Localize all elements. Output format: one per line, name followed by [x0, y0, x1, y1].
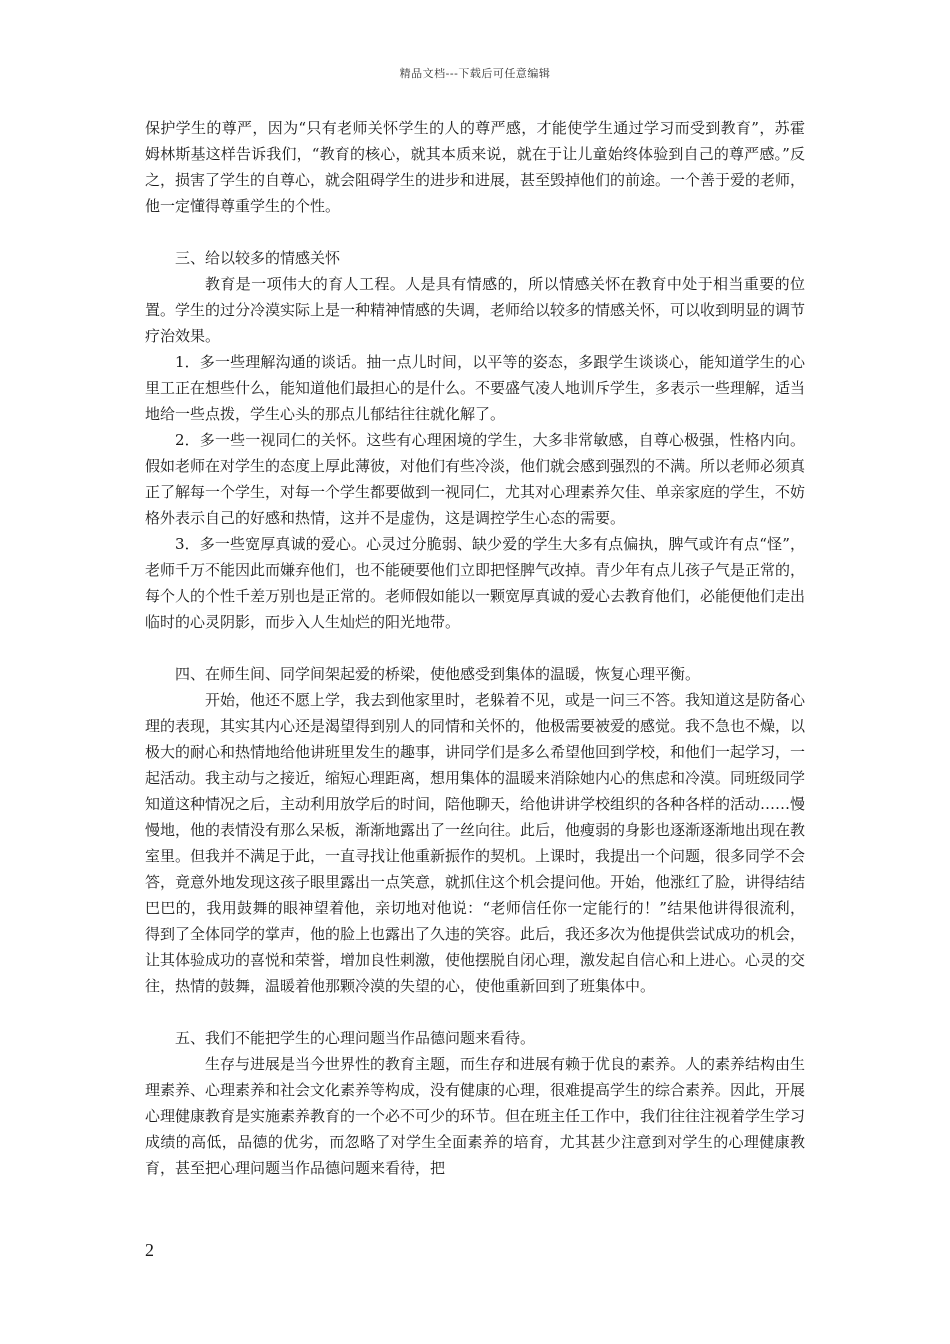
paragraph: 开始，他还不愿上学，我去到他家里时，老躲着不见，或是一问三不答。我知道这是防备心理的表现，其实其内心还是渴望得到别人的同情和关怀的，他极需要被爱的感觉。我不急也不燥，以极大的耐心和热情地给他讲班里发生的趣事，讲同学们是多么希望他回到学校，和他们一起学习，一起活动。我主动与之接近，缩短心理距离，想用集体的温暖来消除她内心的焦虑和冷漠。同班级同学知道这种情况之后，主动利用放学后的时间，陪他聊天，给他讲讲学校组织的各种各样的活动……慢慢地，他的表情没有那么呆板，渐渐地露出了一丝向往。此后，他瘦弱的身影也逐渐逐渐地出现在教室里。但我并不满足于此，一直寻找让他重新振作的契机。上课时，我提出一个问题，很多同学不会答，竟意外地发现这孩子眼里露出一点笑意，就抓住这个机会提问他。开始，他涨红了脸，讲得结结巴巴的，我用鼓舞的眼神望着他，亲切地对他说：“老师信任你一定能行的！”结果他讲得很流利，得到了全体同学的掌声，他的脸上也露出了久违的笑容。此后，我还多次为他提供尝试成功的机会，让其体验成功的喜悦和荣誉，增加良性刺激，使他摆脱自闭心理，激发起自信心和上进心。心灵的交往，热情的鼓舞，温暖着他那颗冷漠的失望的心，使他重新回到了班集体中。: [145, 691, 806, 995]
page-header: 精品文档---下载后可任意编辑: [399, 67, 551, 80]
list-item: 2．多一些一视同仁的关怀。这些有心理困境的学生，大多非常敏感，自尊心极强，性格内向。假如老师在对学生的态度上厚此薄彼，对他们有些冷淡，他们就会感到强烈的不满。所以老师必须真正了解每一个学生，对每一个学生都要做到一视同仁，尤其对心理素养欠佳、单亲家庭的学生，不妨格外表示自己的好感和热情，这并不是虚伪，这是调控学生心态的需要。: [145, 431, 806, 527]
document-body: [145, 115, 805, 1181]
paragraph: 生存与进展是当今世界性的教育主题，而生存和进展有赖于优良的素养。人的素养结构由生理素养、心理素养和社会文化素养等构成，没有健康的心理，很难提高学生的综合素养。因此，开展心理健康教育是实施素养教育的一个必不可少的环节。但在班主任工作中，我们往往注视着学生学习成绩的高低，品德的优劣，而忽略了对学生全面素养的培育，尤其甚少注意到对学生的心理健康教育，甚至把心理问题当作品德问题来看待，把: [145, 1055, 806, 1177]
section-heading: 三、给以较多的情感关怀: [175, 249, 341, 267]
section-heading: 五、我们不能把学生的心理问题当作品德问题来看待。: [175, 1029, 536, 1047]
list-item: 3．多一些宽厚真诚的爱心。心灵过分脆弱、缺少爱的学生大多有点偏执，脾气或许有点“怪”，老师千万不能因此而嫌弃他们，也不能硬要他们立即把怪脾气改掉。青少年有点儿孩子气是正常的，每个人的个性千差万别也是正常的。老师假如能以一颗宽厚真诚的爱心去教育他们，必能便他们走出临时的心灵阴影，而步入人生灿烂的阳光地带。: [145, 535, 806, 631]
section-heading: 四、在师生间、同学间架起爱的桥梁，使他感受到集体的温暖，恢复心理平衡。: [175, 665, 701, 683]
list-item: 1．多一些理解沟通的谈话。抽一点儿时间，以平等的姿态，多跟学生谈谈心，能知道学生的心里工正在想些什么，能知道他们最担心的是什么。不要盛气凌人地训斥学生，多表示一些理解，适当地给一些点拨，学生心头的那点儿郁结往往就化解了。: [145, 353, 806, 423]
paragraph: 保护学生的尊严，因为“只有老师关怀学生的人的尊严感，才能使学生通过学习而受到教育”，苏霍姆林斯基这样告诉我们，“教育的核心，就其本质来说，就在于让儿童始终体验到自己的尊严感。”反之，损害了学生的自尊心，就会阻碍学生的进步和进展，甚至毁掉他们的前途。一个善于爱的老师，他一定懂得尊重学生的个性。: [145, 119, 806, 215]
paragraph: 教育是一项伟大的育人工程。人是具有情感的，所以情感关怀在教育中处于相当重要的位置。学生的过分冷漠实际上是一种精神情感的失调，老师给以较多的情感关怀，可以收到明显的调节疗治效果。: [145, 275, 806, 345]
page-number: 2: [145, 1240, 154, 1260]
